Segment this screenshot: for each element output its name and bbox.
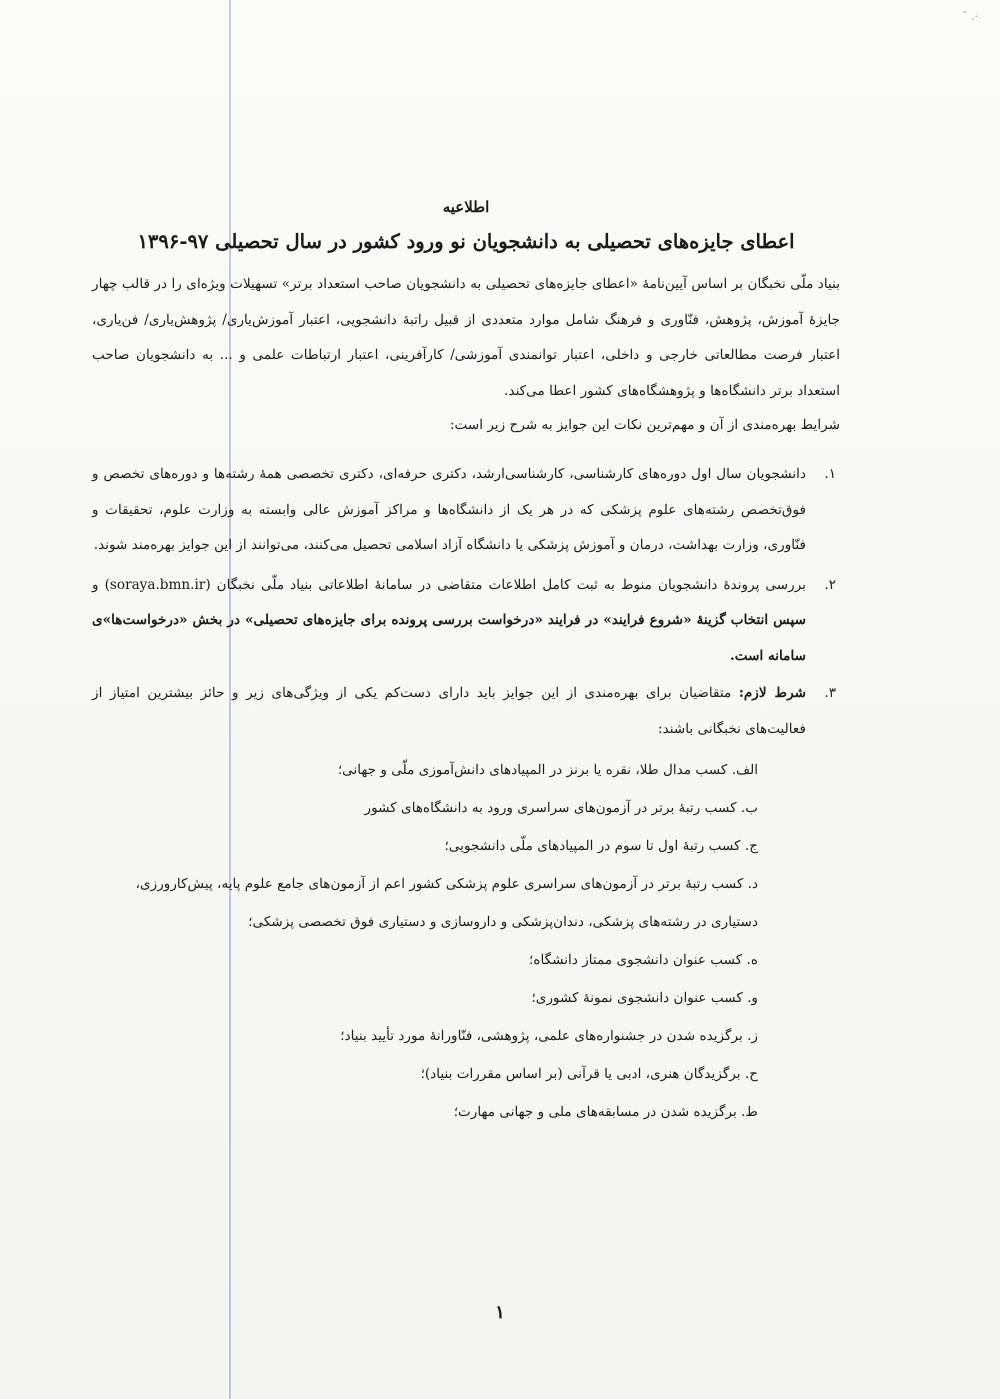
list-item-2 (92, 568, 840, 675)
list-item-1 (92, 457, 840, 564)
criteria-item: ه. کسب عنوان دانشجوی ممتاز دانشگاه؛ (529, 952, 758, 968)
item-number: ۱. (824, 466, 836, 482)
page-title: اعطای جایزه‌های تحصیلی به دانشجویان نو ورود کشور در سال تحصیلی ۹۷-۱۳۹۶ (137, 230, 795, 253)
criteria-item: الف. کسب مدال طلا، نقره یا برنز در المپیادهای دانش‌آموزی ملّی و جهانی؛ (337, 762, 758, 778)
item-number: ۳. (824, 685, 836, 701)
item-text-plain: متقاضیان برای بهره‌مندی از این جوایز باید دارای دست‌کم یکی از ویژگی‌های زیر و حائز بیشترین امتیاز از فعالیت‌های نخبگانی باشند: (92, 685, 806, 737)
criteria-item: و. کسب عنوان دانشجوی نمونۀ کشوری؛ (531, 990, 758, 1006)
item-number: ۲. (824, 576, 836, 593)
page-number: ۱ (495, 1302, 505, 1323)
criteria-item: د. کسب رتبۀ برتر در آزمون‌های سراسری علوم پزشکی کشور اعم از آزمون‌های جامع علوم پایه، پیش‌کارورزی، دستیاری در رشته‌های پزشکی، دندان‌پزشکی و داروسازی و دستیاری فوق تخصصی پزشکی؛ (135, 876, 758, 930)
item-text-plain: بررسی پروندۀ دانشجویان منوط به ثبت کامل اطلاعات متقاضی در سامانۀ اطلاعاتی بنیاد ملّی نخبگان (soraya.bmn.ir) و (92, 576, 806, 593)
list-item-3 (92, 676, 840, 747)
criteria-item: ب. کسب رتبۀ برتر در آزمون‌های سراسری ورود به دانشگاه‌های کشور (364, 800, 758, 816)
criteria-item: ط. برگزیده شدن در مسابقه‌های ملی و جهانی مهارت؛ (453, 1104, 758, 1120)
criteria-item: ج. کسب رتبۀ اول تا سوم در المپیادهای ملّی دانشجویی؛ (444, 838, 758, 854)
item-text (92, 676, 806, 747)
item-text-bold: سپس انتخاب گزینۀ «شروع فرایند» در فرایند «درخواست بررسی پرونده برای جایزه‌های تحصیلی» در بخش «درخواست‌ها»ی سامانه است. (92, 612, 806, 664)
conditions-intro: شرایط بهره‌مندی از آن و مهم‌ترین نکات این جوایز به شرح زیر است: (449, 417, 840, 433)
required-condition-label: شرط لازم: (738, 685, 807, 701)
criteria-list (92, 751, 840, 1131)
item-text: دانشجویان سال اول دوره‌های کارشناسی، کارشناسی‌ارشد، دکتری حرفه‌ای، دکتری تخصصی همۀ رشته‌ها و دوره‌های تخصص و فوق‌تخصص رشته‌های علوم پزشکی که در هر یک از دانشگاه‌ها و مراکز آموزش عالی وابسته به وزارت علوم، تحقیقات و فنّاوری، وزارت بهداشت، درمان و آموزش پزشکی یا دانشگاه آزاد اسلامی تحصیل می‌کنند، می‌توانند از این جوایز بهره‌مند شوند. (92, 466, 806, 553)
criteria-item: ز. برگزیده شدن در جشنواره‌های علمی، پژوهشی، فنّاورانۀ مورد تأیید بنیاد؛ (340, 1028, 758, 1044)
scan-corner-mark: ˆ .· (962, 10, 978, 23)
criteria-item: ح. برگزیدگان هنری، ادبی یا قرآنی (بر اساس مقررات بنیاد)؛ (420, 1066, 758, 1082)
intro-paragraph: بنیاد ملّی نخبگان بر اساس آیین‌نامۀ «اعطای جایزه‌های تحصیلی به دانشجویان صاحب استعداد برتر» تسهیلات ویژه‌ای را در قالب چهار جایزۀ آموزش، پژوهش، فنّاوری و فرهنگ شامل موارد متعددی از قبیل راتبۀ دانشجویی، اعتبار آموزش‌یاری/ پژوهش‌یاری/ فن‌یاری، اعتبار فرصت مطالعاتی خارجی و داخلی، اعتبار توانمندی آموزشی/ کارآفرینی، اعتبار ارتباطات علمی و ... به دانشجویان صاحب استعداد برتر دانشگاه‌ها و پژوهشگاه‌های کشور اعطا می‌کند. (92, 276, 840, 399)
document-body (92, 198, 840, 1131)
notice-label: اطلاعیه (442, 198, 490, 216)
item-text (92, 568, 806, 675)
